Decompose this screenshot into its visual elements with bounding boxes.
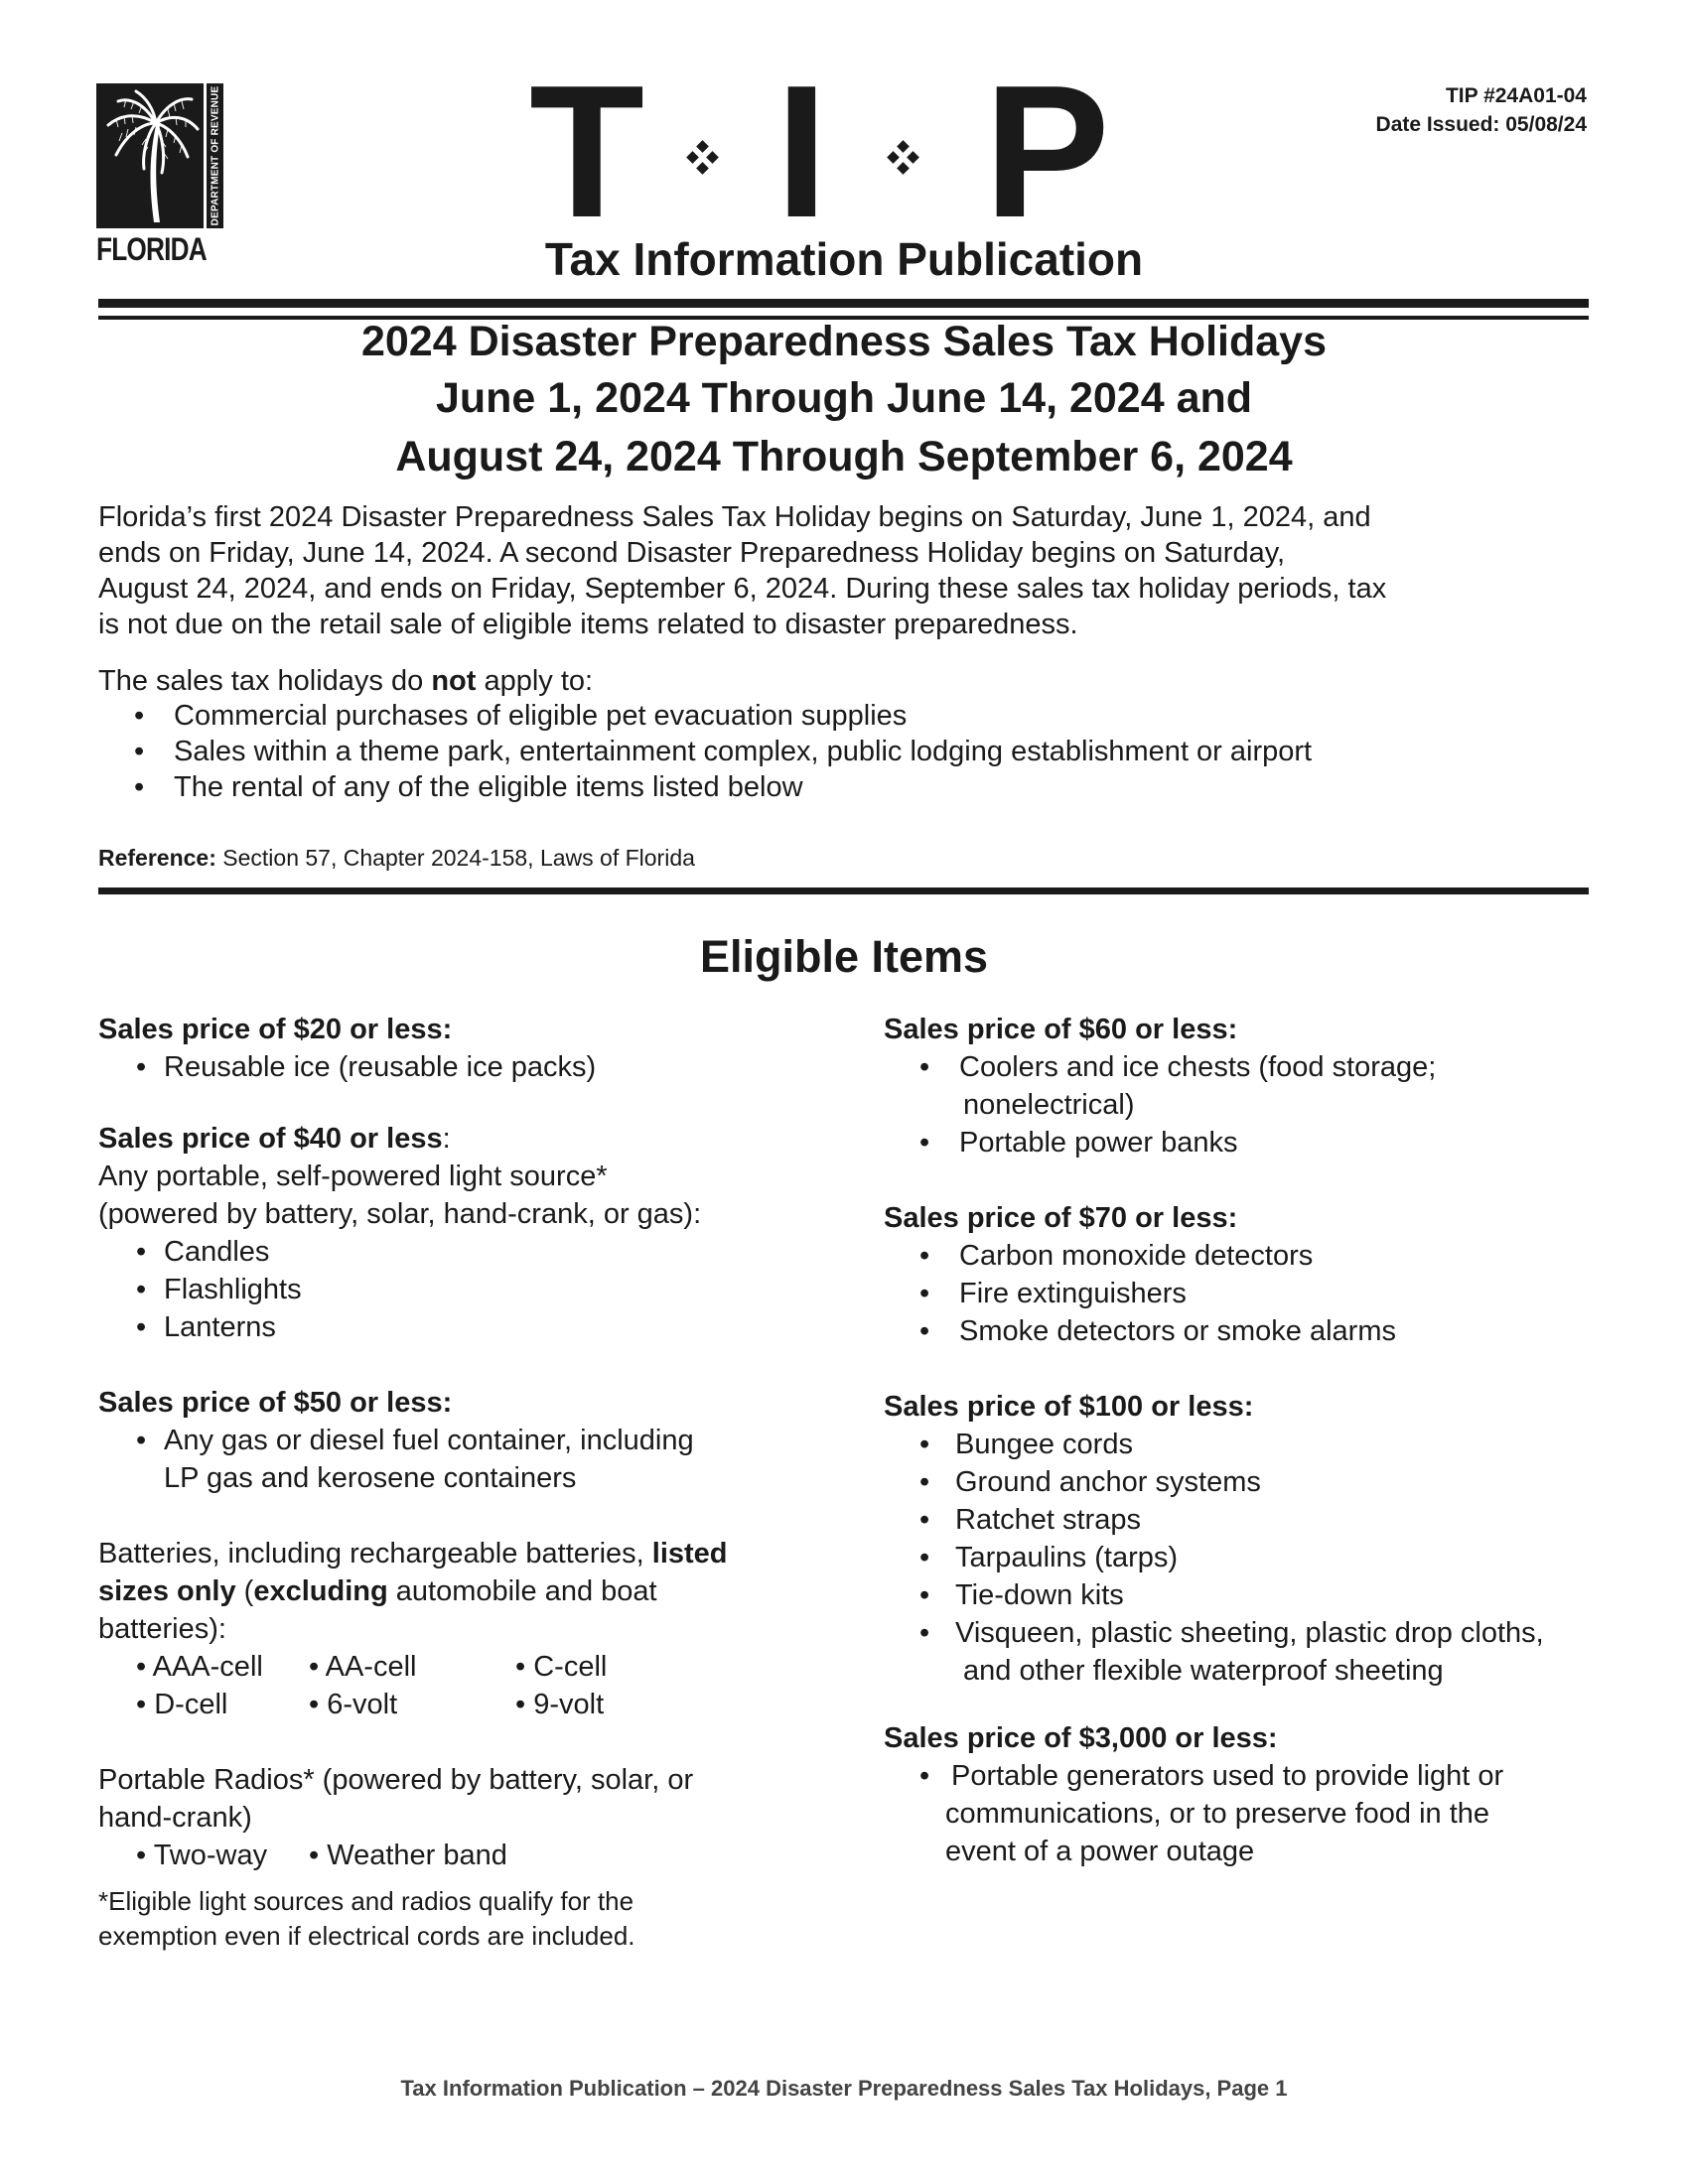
list-item: • Smoke detectors or smoke alarms bbox=[884, 1312, 1618, 1350]
tier-description: Any portable, self-powered light source* bbox=[98, 1160, 608, 1192]
intro-line: ends on Friday, June 14, 2024. A second Disaster Preparedness Holiday begins on Saturday, bbox=[98, 537, 1286, 569]
bullet-icon: • bbox=[136, 1236, 147, 1268]
bullet-icon: • bbox=[919, 1240, 930, 1272]
tier-header-50: Sales price of $50 or less: bbox=[98, 1387, 453, 1419]
list-item: • Any gas or diesel fuel container, including LP gas and kerosene containers bbox=[98, 1422, 833, 1497]
intro-line: August 24, 2024, and ends on Friday, September 6, 2024. During these sales tax holiday periods, tax bbox=[98, 573, 1387, 605]
eligible-left-column bbox=[98, 1011, 833, 1954]
bullet-icon: • bbox=[919, 1579, 930, 1611]
tier-header-3000: Sales price of $3,000 or less: bbox=[884, 1722, 1278, 1754]
list-item: • D-cell bbox=[136, 1689, 228, 1720]
list-item: • Carbon monoxide detectors bbox=[884, 1237, 1618, 1275]
bullet-icon: • bbox=[919, 1504, 930, 1536]
bullet-icon: • bbox=[919, 1315, 930, 1347]
diamond-cluster-icon bbox=[688, 142, 718, 178]
tier-header-60: Sales price of $60 or less: bbox=[884, 1014, 1238, 1045]
bullet-icon: • bbox=[919, 1617, 930, 1649]
page-title-line-1: 2024 Disaster Preparedness Sales Tax Holidays bbox=[360, 318, 1328, 365]
masthead-letter-t: T bbox=[529, 47, 645, 257]
tip-meta bbox=[1376, 81, 1587, 139]
footnote: *Eligible light sources and radios qualify for the exemption even if electrical cords are included. bbox=[98, 1886, 635, 1951]
intro-paragraph bbox=[98, 499, 1608, 642]
exclusions-lead: The sales tax holidays do not apply to: bbox=[98, 665, 594, 697]
list-item: • Visqueen, plastic sheeting, plastic drop cloths, and other flexible waterproof sheeting bbox=[884, 1614, 1618, 1690]
battery-sizes-grid bbox=[98, 1648, 833, 1723]
list-item: • Portable power banks bbox=[884, 1124, 1618, 1161]
bullet-icon: • bbox=[136, 1311, 147, 1343]
tip-number: TIP #24A01-04 bbox=[1445, 84, 1587, 107]
bullet-icon: • bbox=[919, 1760, 930, 1792]
intro-line: Florida’s first 2024 Disaster Preparedness Sales Tax Holiday begins on Saturday, June 1, 2024, and bbox=[98, 501, 1371, 533]
bullet-icon: • bbox=[919, 1278, 930, 1309]
logo-side-text: DEPARTMENT OF REVENUE bbox=[207, 83, 223, 228]
page-title-line-2: June 1, 2024 Through June 14, 2024 and bbox=[435, 374, 1253, 422]
radios-description: Portable Radios* (powered by battery, solar, or bbox=[98, 1764, 694, 1796]
list-item: • Commercial purchases of eligible pet evacuation supplies bbox=[98, 698, 1608, 734]
list-item: • Tarpaulins (tarps) bbox=[884, 1539, 1618, 1576]
list-item: • Ground anchor systems bbox=[884, 1463, 1618, 1501]
section-title-eligible-items: Eligible Items bbox=[699, 931, 989, 982]
list-item: • Lanterns bbox=[98, 1308, 833, 1346]
radios-description: hand-crank) bbox=[98, 1802, 252, 1834]
page-title-line-3: August 24, 2024 Through September 6, 2024 bbox=[395, 433, 1293, 480]
exclusions-list bbox=[98, 698, 1608, 805]
masthead-letter-p: P bbox=[984, 47, 1110, 257]
list-item: • Sales within a theme park, entertainment complex, public lodging establishment or airport bbox=[98, 734, 1608, 769]
logo-wordmark: FLORIDA bbox=[96, 231, 207, 267]
list-item: • Weather band bbox=[309, 1840, 507, 1871]
bullet-icon: • bbox=[136, 1051, 147, 1083]
list-item: • Fire extinguishers bbox=[884, 1275, 1618, 1312]
bullet-icon: • bbox=[136, 1425, 147, 1456]
tier-header-100: Sales price of $100 or less: bbox=[884, 1391, 1254, 1423]
tier-header-40: Sales price of $40 or less: bbox=[98, 1123, 451, 1155]
list-item: • Ratchet straps bbox=[884, 1501, 1618, 1539]
bullet-icon: • bbox=[919, 1127, 930, 1159]
header-rule-thick bbox=[98, 299, 1589, 308]
tier-description: (powered by battery, solar, hand-crank, or gas): bbox=[98, 1198, 702, 1230]
list-item: • Coolers and ice chests (food storage; nonelectrical) bbox=[884, 1048, 1618, 1124]
list-item: • Two-way bbox=[136, 1840, 268, 1871]
list-item: • Portable generators used to provide light or communications, or to preserve food in the event of a power outage bbox=[884, 1757, 1618, 1870]
bullet-icon: • bbox=[919, 1051, 930, 1083]
reference-note: Reference: Section 57, Chapter 2024-158, Laws of Florida bbox=[98, 845, 695, 871]
intro-line: is not due on the retail sale of eligible items related to disaster preparedness. bbox=[98, 609, 1078, 640]
list-item: • AAA-cell bbox=[136, 1651, 263, 1683]
radio-types bbox=[98, 1837, 833, 1874]
list-item: • Reusable ice (reusable ice packs) bbox=[98, 1048, 833, 1086]
list-item: • 9-volt bbox=[515, 1689, 605, 1720]
section-rule bbox=[98, 887, 1589, 894]
tier-header-20: Sales price of $20 or less: bbox=[98, 1014, 453, 1045]
bullet-icon: • bbox=[919, 1466, 930, 1498]
date-issued: Date Issued: 05/08/24 bbox=[1375, 113, 1587, 136]
list-item: • C-cell bbox=[515, 1651, 608, 1683]
list-item: • Candles bbox=[98, 1233, 833, 1271]
bullet-icon: • bbox=[919, 1542, 930, 1573]
bullet-icon: • bbox=[136, 1274, 147, 1305]
batteries-description: Batteries, including rechargeable batteries, listed sizes only (excluding automobile and boat batteries): bbox=[98, 1538, 728, 1645]
tip-masthead bbox=[529, 47, 1157, 257]
list-item: • 6-volt bbox=[309, 1689, 398, 1720]
masthead-letter-i: I bbox=[775, 47, 828, 257]
palm-tree-icon bbox=[96, 83, 204, 228]
diamond-cluster-icon bbox=[889, 142, 918, 178]
list-item: • Flashlights bbox=[98, 1271, 833, 1308]
list-item: • Tie-down kits bbox=[884, 1576, 1618, 1614]
tier-header-70: Sales price of $70 or less: bbox=[884, 1202, 1238, 1234]
publication-subtitle: Tax Information Publication bbox=[544, 233, 1144, 285]
bullet-icon: • bbox=[919, 1429, 930, 1460]
eligible-right-column bbox=[884, 1011, 1618, 1870]
list-item: • AA-cell bbox=[309, 1651, 417, 1683]
list-item: • Bungee cords bbox=[884, 1426, 1618, 1463]
list-item: • The rental of any of the eligible items listed below bbox=[98, 769, 1608, 805]
page-footer: Tax Information Publication – 2024 Disaster Preparedness Sales Tax Holidays, Page 1 bbox=[400, 2076, 1288, 2101]
